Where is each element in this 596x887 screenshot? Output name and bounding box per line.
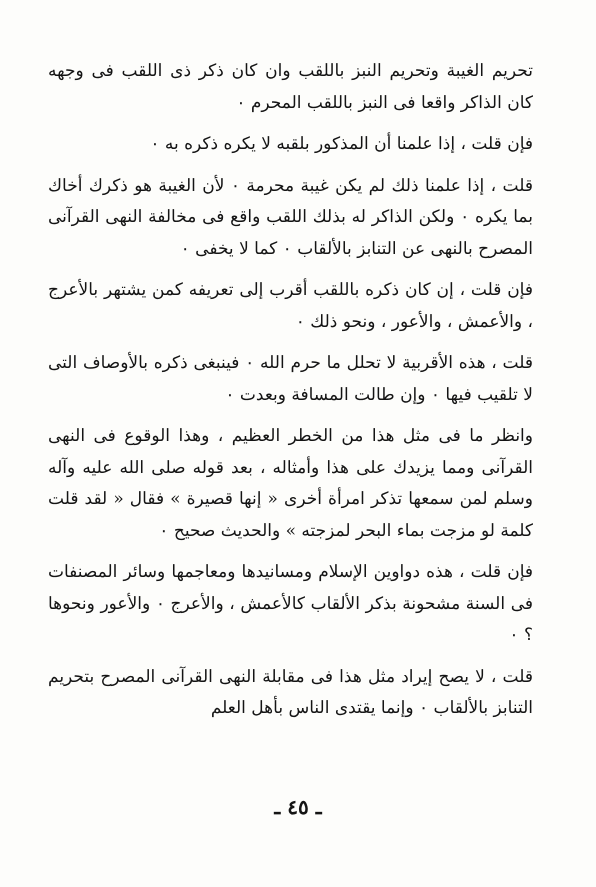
body-text	[48, 56, 533, 735]
paragraph-8: قلت ، لا يصح إيراد مثل هذا فى مقابلة النهى القرآنى المصرح بتحريم التنابز بالألقاب ٠ وإنما يقتدى الناس بأهل العلم	[48, 666, 533, 718]
paragraph-5: قلت ، هذه الأقربية لا تحلل ما حرم الله ٠ فينبغى ذكره بالأوصاف التى لا تلقيب فيها ٠ وإن طالت المسافة وبعدت ٠	[48, 353, 533, 405]
page-number: ـ ٤٥ ـ	[274, 795, 322, 819]
paragraph-4: فإن قلت ، إن كان ذكره باللقب أقرب إلى تعريفه كمن يشتهر بالأعرج ، والأعمش ، والأعور ، ونحو ذلك ٠	[48, 280, 533, 332]
paragraph-3: قلت ، إذا علمنا ذلك لم يكن غيبة محرمة ٠ لأن الغيبة هو ذكرك أخاك بما يكره ٠ ولكن الذاكر له بذلك اللقب واقع فى مخالفة النهى القرآنى المصرح بالنهى عن التنابز بالألقاب ٠ كما لا يخفى ٠	[48, 175, 533, 259]
paragraph-6: وانظر ما فى مثل هذا من الخطر العظيم ، وهذا الوقوع فى النهى القرآنى ومما يزيدك على هذا وأمثاله ، بعد قوله صلى الله عليه وآله وسلم لمن سمعها تذكر امرأة أخرى « إنها قصيرة » فقال « لقد قلت كلمة لو مزجت بماء البحر لمزجته » والحديث صحيح ٠	[48, 426, 533, 541]
paragraph-2: فإن قلت ، إذا علمنا أن المذكور بلقبه لا يكره ذكره به ٠	[150, 134, 533, 154]
paragraph-1: تحريم الغيبة وتحريم النبز باللقب وان كان ذكر ذى اللقب فى وجهه كان الذاكر واقعا فى النبز باللقب المحرم ٠	[48, 61, 533, 113]
paragraph-7: فإن قلت ، هذه دواوين الإسلام ومسانيدها ومعاجمها وسائر المصنفات فى السنة مشحونة بذكر الألقاب كالأعمش ، والأعرج ٠ والأعور ونحوها ؟ ٠	[48, 562, 533, 645]
